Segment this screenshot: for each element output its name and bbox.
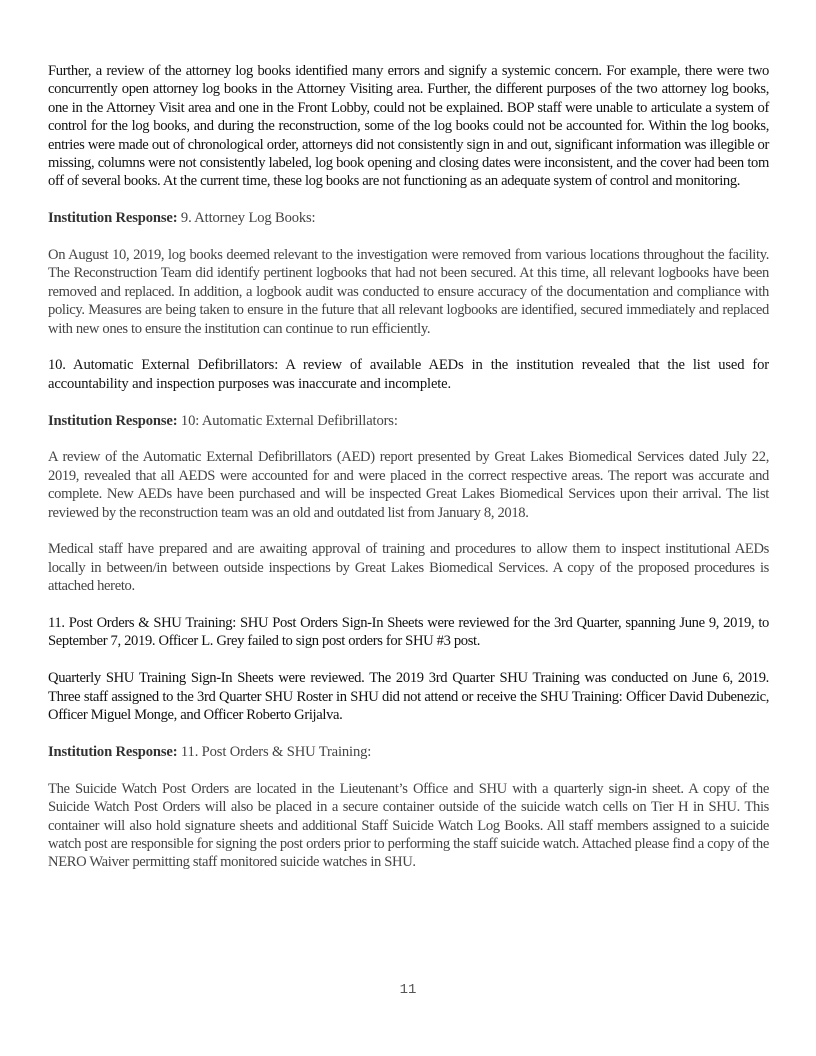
finding-9-continued: Further, a review of the attorney log books identified many errors and signify a systemic concern. For example, there were two concurrently open attorney log books in the Attorney Visiting area. Further, the different purposes of the two attorney log books, one in the Attorney Visit area and one in the Front Lobby, could not be explained. BOP staff were unable to articulate a system of control for the log books, and during the reconstruction, some of the log books could not be accounted for. Within the log books, entries were made out of chronological order, attorneys did not consistently sign in and out, significant information was illegible or missing, columns were not consistently labeled, log book opening and closing dates were inconsistent, and the cover had been tom off of several books. At the current time, these log books are not functioning as an adequate system of control and monitoring.: [48, 63, 769, 190]
response-9-heading: [48, 209, 769, 227]
finding-11-post-orders: 11. Post Orders & SHU Training: SHU Post Orders Sign-In Sheets were reviewed for the 3rd Quarter, spanning June 9, 2019, to September 7, 2019. Officer L. Grey failed to sign post orders for SHU #3 post.: [48, 615, 769, 650]
finding-10: 10. Automatic External Defibrillators: A review of available AEDs in the institution revealed that the list used for accountability and inspection purposes was inaccurate and incomplete.: [48, 357, 769, 392]
response-10-body-2: Medical staff have prepared and are awaiting approval of training and procedures to allow them to inspect institutional AEDs locally in between/in between outside inspections by Great Lakes Biomedical Services. A copy of the proposed procedures is attached hereto.: [48, 541, 769, 595]
response-10-heading: [48, 412, 769, 430]
response-title: 11. Post Orders & SHU Training:: [177, 743, 372, 760]
response-label: Institution Response:: [48, 210, 178, 227]
response-title: 9. Attorney Log Books:: [177, 210, 316, 227]
response-9-body: On August 10, 2019, log books deemed relevant to the investigation were removed from various locations throughout the facility. The Reconstruction Team did identify pertinent logbooks that had not been secured. At this time, all relevant logbooks have been removed and replaced. In addition, a logbook audit was conducted to ensure accuracy of the documentation and compliance with policy. Measures are being taken to ensure in the future that all relevant logbooks are identified, secured immediately and replaced with new ones to ensure the institution can continue to run efficiently.: [48, 247, 769, 337]
response-11-body: The Suicide Watch Post Orders are located in the Lieutenant’s Office and SHU with a quarterly sign-in sheet. A copy of the Suicide Watch Post Orders will also be placed in a secure container outside of the suicide watch cells on Tier H in SHU. This container will also hold signature sheets and additional Staff Suicide Watch Log Books. All staff members assigned to a suicide watch post are responsible for signing the post orders prior to performing the staff suicide watch. Attached please find a copy of the NERO Waiver permitting staff monitored suicide watches in SHU.: [48, 780, 769, 871]
document-page: [48, 62, 769, 890]
page-number: 11: [399, 982, 417, 998]
response-label: Institution Response:: [48, 412, 178, 429]
response-10-body-1: A review of the Automatic External Defibrillators (AED) report presented by Great Lakes Biomedical Services dated July 22, 2019, revealed that all AEDS were accounted for and were placed in the correct respective areas. The report was accurate and complete. New AEDs have been purchased and will be inspected Great Lakes Biomedical Services upon their arrival. The list reviewed by the reconstruction team was an old and outdated list from January 8, 2018.: [48, 449, 769, 521]
response-label: Institution Response:: [48, 743, 178, 760]
finding-11-shu-training: Quarterly SHU Training Sign-In Sheets were reviewed. The 2019 3rd Quarter SHU Training was conducted on June 6, 2019. Three staff assigned to the 3rd Quarter SHU Roster in SHU did not attend or receive the SHU Training: Officer David Dubenezic, Officer Miguel Monge, and Officer Roberto Grijalva.: [48, 670, 769, 724]
response-11-heading: [48, 743, 769, 761]
response-title: 10: Automatic External Defibrillators:: [177, 412, 398, 429]
